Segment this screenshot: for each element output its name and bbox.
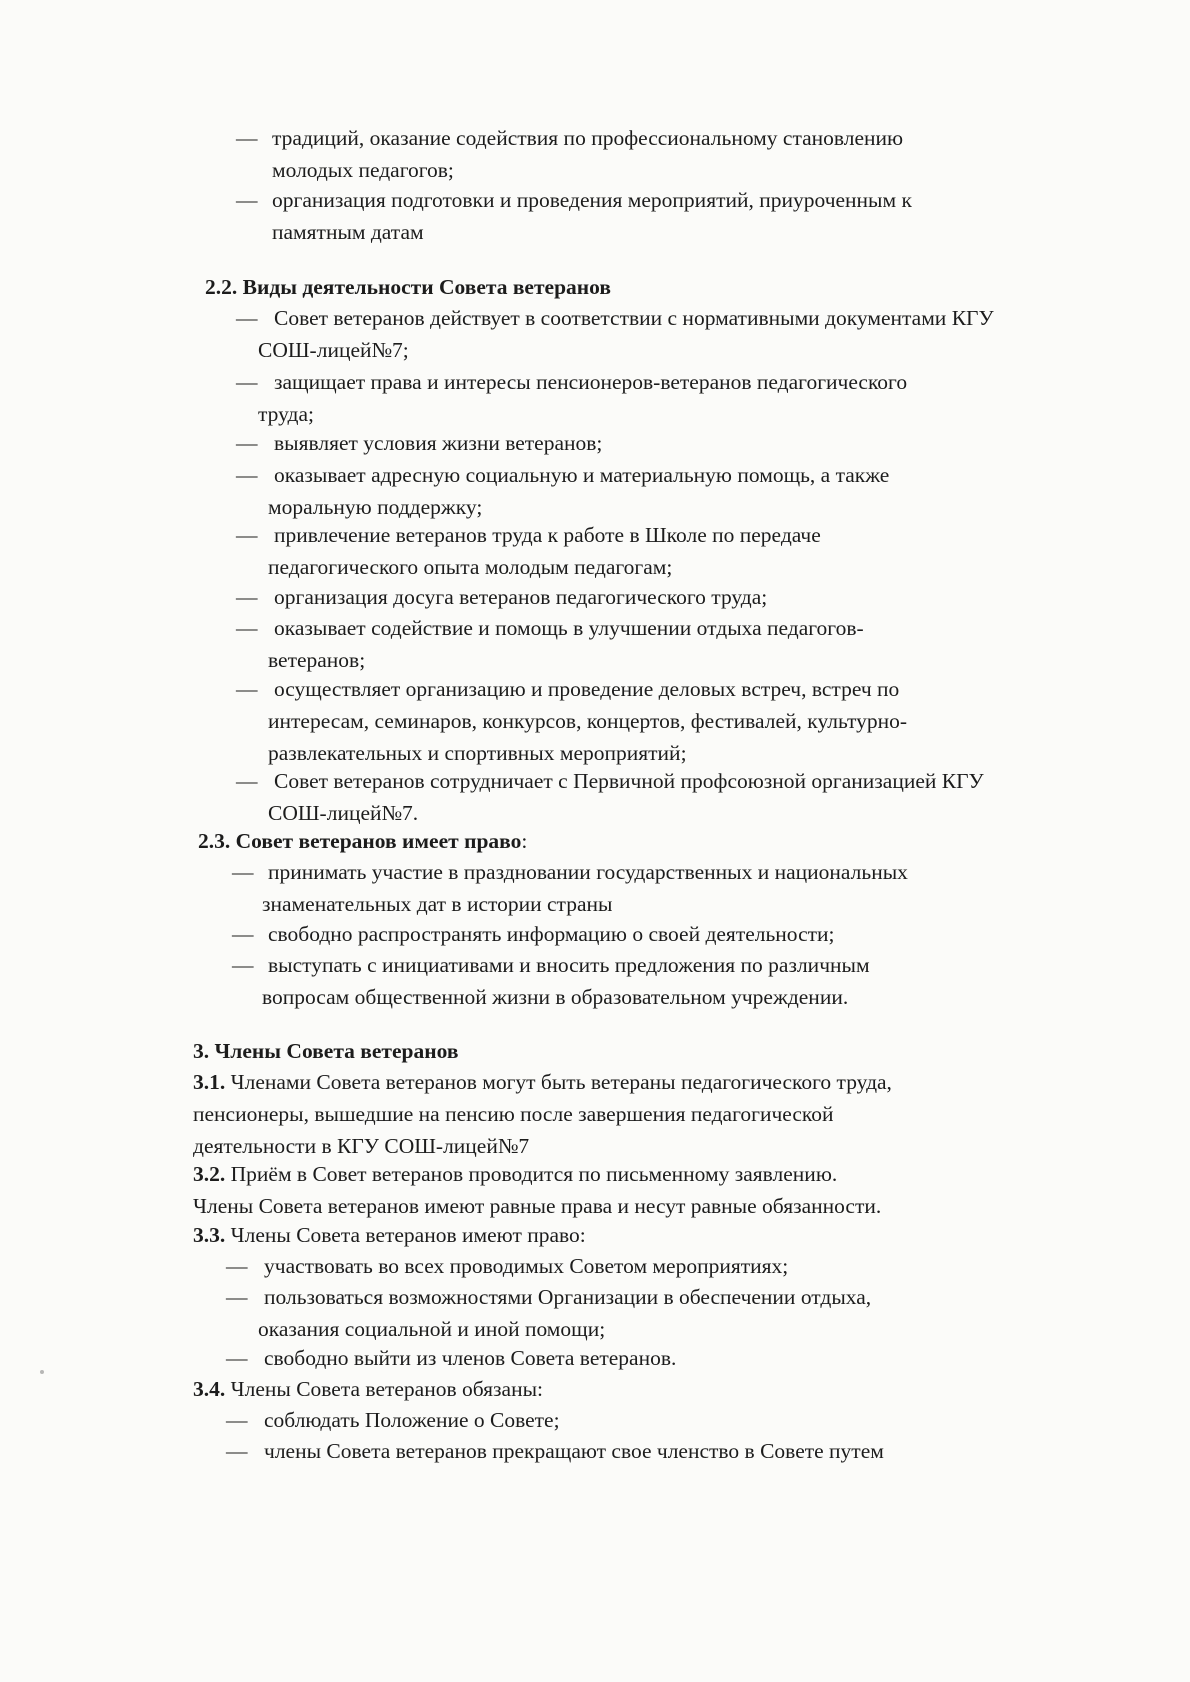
paragraph-3-1	[193, 1066, 892, 1162]
item-line-2: оказания социальной и иной помощи;	[258, 1317, 606, 1341]
item-line-1: члены Совета ветеранов прекращают свое членство в Совете путем	[264, 1439, 884, 1463]
dash-marker: —	[232, 860, 254, 884]
item-line-1: организация досуга ветеранов педагогического труда;	[274, 585, 768, 609]
section-heading-2-3	[198, 825, 527, 857]
paragraph-number: 3.2.	[193, 1162, 226, 1186]
scan-speck	[40, 1370, 44, 1374]
paragraph-3-2	[193, 1158, 881, 1222]
item-line-2: молодых педагогов;	[272, 158, 454, 182]
dash-marker: —	[236, 431, 258, 455]
item-line-1: выявляет условия жизни ветеранов;	[274, 431, 603, 455]
item-line-2: знаменательных дат в истории страны	[262, 892, 613, 916]
paragraph-line-3: деятельности в КГУ СОШ-лицей№7	[193, 1134, 530, 1158]
heading-text: 2.3. Совет ветеранов имеет право	[198, 829, 522, 853]
dash-marker: —	[236, 188, 258, 212]
item-line-1: свободно распространять информацию о своей деятельности;	[268, 922, 835, 946]
dash-marker: —	[236, 463, 258, 487]
item-line-2: ветеранов;	[268, 648, 366, 672]
dash-marker: —	[226, 1408, 248, 1432]
paragraph-number: 3.3.	[193, 1223, 226, 1247]
paragraph-number: 3.1.	[193, 1070, 226, 1094]
item-line-2: вопросам общественной жизни в образовательном учреждении.	[262, 985, 849, 1009]
item-line-1: Совет ветеранов сотрудничает с Первичной профсоюзной организацией КГУ	[274, 769, 984, 793]
heading-colon: :	[521, 829, 528, 853]
item-line-1: Совет ветеранов действует в соответствии с нормативными документами КГУ	[274, 306, 994, 330]
item-line-1: привлечение ветеранов труда к работе в Школе по передаче	[274, 523, 821, 547]
dash-marker: —	[236, 616, 258, 640]
item-line-2: интересам, семинаров, конкурсов, концертов, фестивалей, культурно-	[268, 709, 907, 733]
item-line-2: педагогического опыта молодым педагогам;	[268, 555, 673, 579]
section-heading-3: 3. Члены Совета ветеранов	[193, 1039, 459, 1063]
dash-marker: —	[236, 677, 258, 701]
dash-marker: —	[236, 523, 258, 547]
paragraph-3-4	[193, 1373, 543, 1405]
item-line-1: защищает права и интересы пенсионеров-ветеранов педагогического	[274, 370, 908, 394]
dash-marker: —	[232, 953, 254, 977]
dash-marker: —	[236, 306, 258, 330]
dash-marker: —	[226, 1439, 248, 1463]
item-line-1: пользоваться возможностями Организации в обеспечении отдыха,	[264, 1285, 872, 1309]
dash-marker: —	[236, 370, 258, 394]
dash-marker: —	[226, 1254, 248, 1278]
item-line-1: оказывает содействие и помощь в улучшении отдыха педагогов-	[274, 616, 864, 640]
item-line-2: труда;	[258, 402, 314, 426]
item-line-1: осуществляет организацию и проведение деловых встреч, встреч по	[274, 677, 900, 701]
item-line-2: СОШ-лицей№7;	[258, 338, 409, 362]
item-line-1: участвовать во всех проводимых Советом мероприятиях;	[264, 1254, 789, 1278]
section-heading-2-2: 2.2. Виды деятельности Совета ветеранов	[205, 275, 612, 299]
dash-marker: —	[226, 1285, 248, 1309]
paragraph-line-1: Членами Совета ветеранов могут быть ветераны педагогического труда,	[225, 1070, 892, 1094]
paragraph-line-2: пенсионеры, вышедшие на пенсию после завершения педагогической	[193, 1102, 834, 1126]
dash-marker: —	[226, 1346, 248, 1370]
paragraph-text: Члены Совета ветеранов имеют право:	[225, 1223, 586, 1247]
item-line-1: оказывает адресную социальную и материальную помощь, а также	[274, 463, 890, 487]
item-line-1: принимать участие в праздновании государственных и национальных	[268, 860, 908, 884]
paragraph-number: 3.4.	[193, 1377, 226, 1401]
paragraph-3-3	[193, 1219, 586, 1251]
item-line-1: соблюдать Положение о Совете;	[264, 1408, 560, 1432]
dash-marker: —	[236, 585, 258, 609]
item-line-3: развлекательных и спортивных мероприятий;	[268, 741, 687, 765]
item-line-1: традиций, оказание содействия по профессиональному становлению	[272, 126, 904, 150]
item-line-1: выступать с инициативами и вносить предложения по различным	[268, 953, 870, 977]
paragraph-text: Члены Совета ветеранов обязаны:	[225, 1377, 544, 1401]
item-line-2: СОШ-лицей№7.	[268, 801, 419, 825]
item-line-1: организация подготовки и проведения мероприятий, приуроченным к	[272, 188, 912, 212]
paragraph-line-1: Приём в Совет ветеранов проводится по письменному заявлению.	[225, 1162, 838, 1186]
dash-marker: —	[232, 922, 254, 946]
item-line-1: свободно выйти из членов Совета ветеранов.	[264, 1346, 677, 1370]
paragraph-line-2: Члены Совета ветеранов имеют равные права и несут равные обязанности.	[193, 1194, 882, 1218]
item-line-2: памятным датам	[272, 220, 424, 244]
dash-marker: —	[236, 126, 258, 150]
item-line-2: моральную поддержку;	[268, 495, 483, 519]
dash-marker: —	[236, 769, 258, 793]
